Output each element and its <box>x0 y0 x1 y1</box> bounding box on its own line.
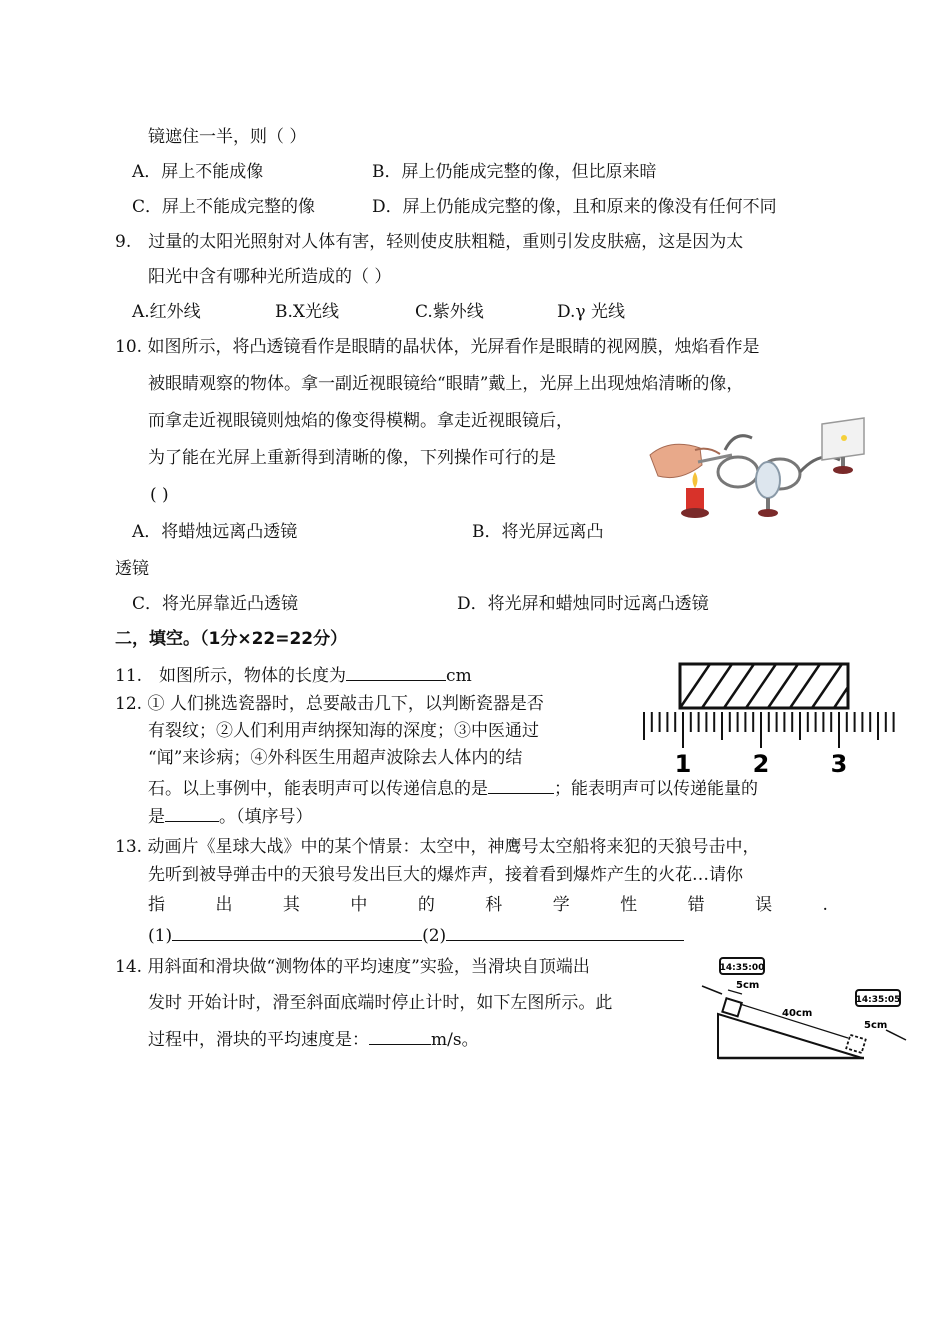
q12-line5-text-cont: 。（填序号） <box>219 807 313 827</box>
q12-answer-blank-info[interactable] <box>488 775 554 794</box>
block-length-bottom: 5cm <box>864 1020 888 1031</box>
q12-stem-line3: “闻”来诊病；④外科医生用超声波除去人体内的结 <box>148 748 523 768</box>
q13-char: 出 <box>215 895 233 915</box>
q12-answer-blank-energy[interactable] <box>165 803 219 822</box>
ruler-label: 2 <box>752 750 770 778</box>
q8-option-a[interactable]: A．屏上不能成像 <box>132 162 264 182</box>
q9-stem-line2: 阳光中含有哪种光所造成的（ ） <box>148 267 392 287</box>
q13-char: 中 <box>350 895 368 915</box>
q9-option-a[interactable]: A.红外线 <box>132 302 201 322</box>
q12-stem-line5 <box>148 803 313 829</box>
q9-option-d[interactable]: D.γ 光线 <box>557 302 625 322</box>
q9-stem-line1: 9. 过量的太阳光照射对人体有害，轻则使皮肤粗糙，重则引发皮肤癌，这是因为太 <box>115 232 744 252</box>
q10-stem-line4: 为了能在光屏上重新得到清晰的像，下列操作可行的是 <box>148 448 556 468</box>
q8-option-b[interactable]: B．屏上仍能成完整的像，但比原来暗 <box>372 162 657 182</box>
q14-stem-line1: 14. 用斜面和滑块做“测物体的平均速度”实验，当滑块自顶端出 <box>115 957 590 977</box>
q11-stem <box>115 662 472 688</box>
q8-option-c[interactable]: C．屏上不能成完整的像 <box>132 197 316 217</box>
q10-option-c[interactable]: C．将光屏靠近凸透镜 <box>132 594 299 614</box>
q14-stem-line3 <box>148 1026 479 1052</box>
q13-answer-blank-1[interactable] <box>172 922 422 941</box>
ruler-label: 1 <box>674 750 692 778</box>
block-length-top: 5cm <box>736 980 760 991</box>
q10-option-b[interactable]: B．将光屏远离凸 <box>472 522 604 542</box>
q13-answer-line <box>148 922 684 948</box>
q13-stem-line3 <box>148 893 828 917</box>
q13-char: 错 <box>687 895 705 915</box>
q14-answer-blank[interactable] <box>369 1026 431 1045</box>
q10-option-a[interactable]: A．将蜡烛远离凸透镜 <box>132 522 298 542</box>
q13-stem-line2: 先听到被导弹击中的天狼号发出巨大的爆炸声，接着看到爆炸产生的火花…请你 <box>148 865 743 885</box>
lens-experiment-figure <box>640 410 880 530</box>
q12-stem-line1: 12. ① 人们挑选瓷器时，总要敲击几下，以判断瓷器是否 <box>115 694 544 714</box>
ruler-figure <box>640 660 900 778</box>
q13-part1-label: (1) <box>148 926 173 946</box>
q8-option-d[interactable]: D．屏上仍能成完整的像，且和原来的像没有任何不同 <box>372 197 777 217</box>
q13-char: 误 <box>755 895 773 915</box>
q13-part2-label: (2) <box>422 926 447 946</box>
q10-stem-line2: 被眼睛观察的物体。拿一副近视眼镜给“眼睛”戴上，光屏上出现烛焰清晰的像， <box>148 374 744 394</box>
q9-option-b[interactable]: B.X光线 <box>275 302 339 322</box>
timer-end: 14:35:05 <box>855 995 901 1005</box>
q12-line5-text: 是 <box>148 807 165 827</box>
section-heading-fill-in: 二，填空。（1分×22=22分） <box>115 629 348 649</box>
q13-char: 科 <box>485 895 503 915</box>
q12-stem-line4 <box>148 775 758 801</box>
q10-option-d[interactable]: D．将光屏和蜡烛同时远离凸透镜 <box>457 594 709 614</box>
timer-start: 14:35:00 <box>719 963 765 973</box>
q11-unit: cm <box>446 666 472 686</box>
q14-line3-text: 过程中，滑块的平均速度是： <box>148 1030 369 1050</box>
path-length: 40cm <box>782 1008 813 1019</box>
q13-char: 性 <box>620 895 638 915</box>
ruler-label: 3 <box>830 750 848 778</box>
q13-char: 指 <box>148 895 165 915</box>
q13-answer-blank-2[interactable] <box>446 922 684 941</box>
q13-char: 学 <box>552 895 570 915</box>
q8-stem-cont: 镜遮住一半，则（ ） <box>148 127 307 147</box>
q12-stem-line2: 有裂纹；②人们利用声纳探知海的深度；③中医通过 <box>148 721 539 741</box>
q10-answer-bracket: ( ) <box>150 485 169 505</box>
q11-answer-blank[interactable] <box>346 662 446 681</box>
q14-unit: m/s。 <box>431 1030 479 1050</box>
q14-stem-line2: 发时 开始计时，滑至斜面底端时停止计时，如下左图所示。此 <box>148 993 613 1013</box>
q10-stem-line1: 10. 如图所示，将凸透镜看作是眼睛的晶状体，光屏看作是眼睛的视网膜，烛焰看作是 <box>115 337 760 357</box>
q13-char: 的 <box>417 895 435 915</box>
q12-line4-text: 石。以上事例中，能表明声可以传递信息的是 <box>148 779 488 799</box>
incline-figure <box>700 952 910 1067</box>
q9-option-c[interactable]: C.紫外线 <box>415 302 484 322</box>
q11-stem-text: 11. 如图所示，物体的长度为 <box>115 666 347 686</box>
q12-line4-text-cont: ；能表明声可以传递能量的 <box>554 779 758 799</box>
q13-char: . <box>822 895 828 915</box>
q13-stem-line1: 13. 动画片《星球大战》中的某个情景：太空中，神鹰号太空船将来犯的天狼号击中， <box>115 837 760 857</box>
q13-char: 其 <box>282 895 300 915</box>
q10-stem-line3: 而拿走近视眼镜则烛焰的像变得模糊。拿走近视眼镜后， <box>148 411 573 431</box>
q10-option-b-cont: 透镜 <box>115 559 149 579</box>
